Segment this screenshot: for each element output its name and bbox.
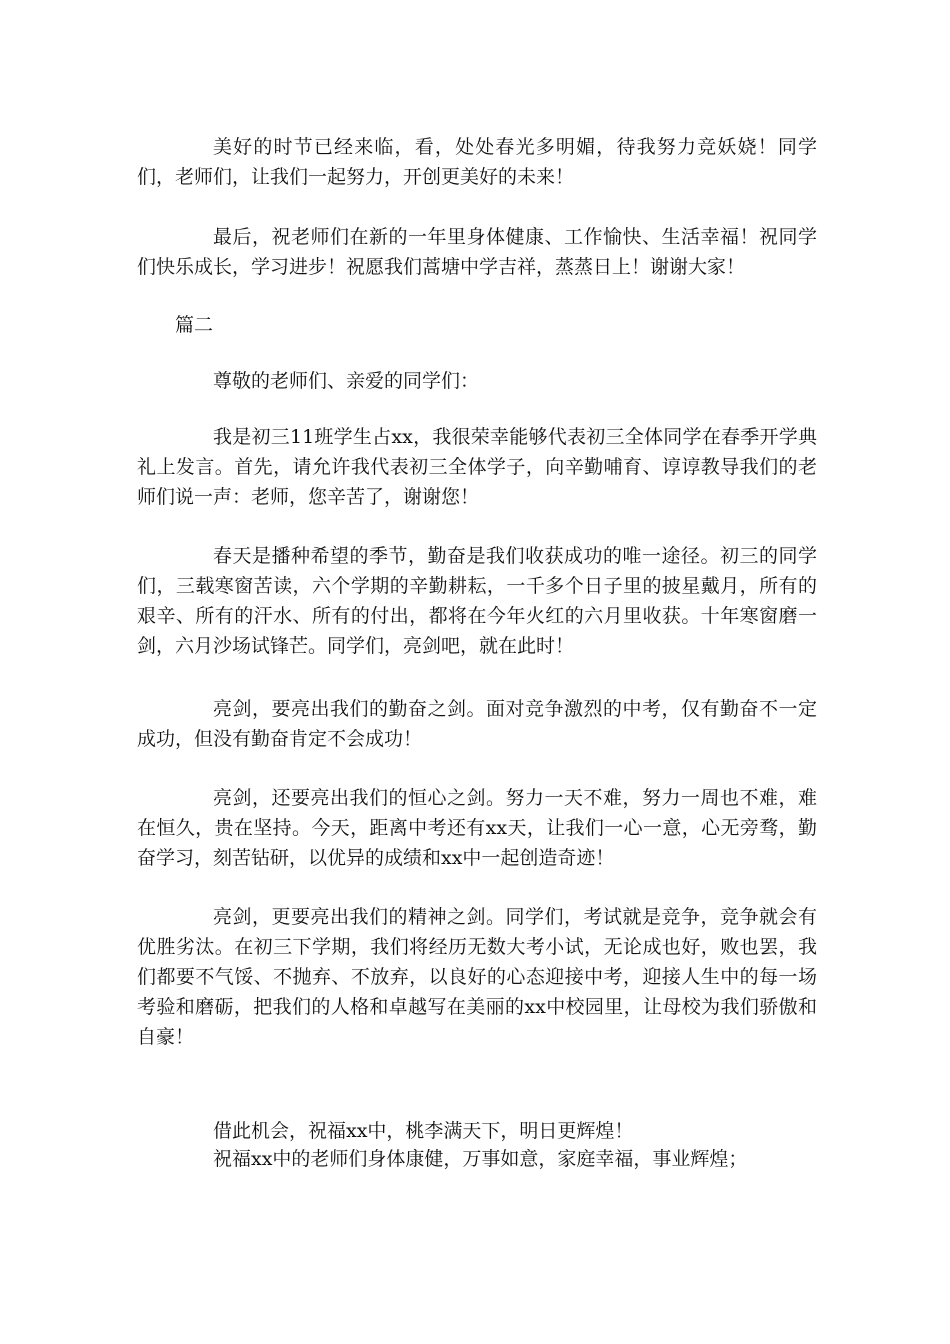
paragraph-school-blessing: 借此机会，祝福xx中，桃李满天下，明日更辉煌！ bbox=[213, 1120, 634, 1142]
paragraph-introduction: 我是初三11班学生占xx，我很荣幸能够代表初三全体同学在春季开学典礼上发言。首先，请允许我代表初三全体学子，向辛勤哺育、谆谆教导我们的老师们说一声：老师，您辛苦了，谢谢您！ bbox=[137, 426, 817, 508]
paragraph-spirit: 亮剑，更要亮出我们的精神之剑。同学们，考试就是竞争，竞争就会有优胜劣汰。在初三下学期，我们将经历无数大考小试，无论成也好，败也罢，我们都要不气馁、不抛弃、不放弃，以良好的心态迎接中考，迎接人生中的每一场考验和磨砺，把我们的人格和卓越写在美丽的xx中校园里，让母校为我们骄傲和自豪！ bbox=[137, 906, 817, 1048]
paragraph-spring: 春天是播种希望的季节，勤奋是我们收获成功的唯一途径。初三的同学们，三载寒窗苦读，六个学期的辛勤耕耘，一千多个日子里的披星戴月，所有的艰辛、所有的汗水、所有的付出，都将在今年火红的六月里收获。十年寒窗磨一剑，六月沙场试锋芒。同学们，亮剑吧，就在此时！ bbox=[137, 545, 817, 657]
paragraph-perseverance: 亮剑，还要亮出我们的恒心之剑。努力一天不难，努力一周也不难，难在恒久，贵在坚持。今天，距离中考还有xx天，让我们一心一意，心无旁骛，勤奋学习，刻苦钻研，以优异的成绩和xx中一起创造奇迹！ bbox=[137, 787, 817, 869]
paragraph-diligence: 亮剑，要亮出我们的勤奋之剑。面对竞争激烈的中考，仅有勤奋不一定成功，但没有勤奋肯定不会成功！ bbox=[137, 698, 817, 750]
section-heading: 篇二 bbox=[175, 314, 214, 336]
paragraph-salutation: 尊敬的老师们、亲爱的同学们： bbox=[213, 370, 480, 392]
paragraph-teacher-blessing: 祝福xx中的老师们身体康健，万事如意，家庭幸福，事业辉煌； bbox=[213, 1148, 748, 1170]
paragraph-final-blessing: 最后，祝老师们在新的一年里身体健康、工作愉快、生活幸福！祝同学们快乐成长，学习进步！祝愿我们蒿塘中学吉祥，蒸蒸日上！谢谢大家！ bbox=[137, 226, 817, 278]
paragraph-closing-wish: 美好的时节已经来临，看，处处春光多明媚，待我努力竞妖娆！同学们，老师们，让我们一起努力，开创更美好的未来！ bbox=[137, 136, 817, 188]
